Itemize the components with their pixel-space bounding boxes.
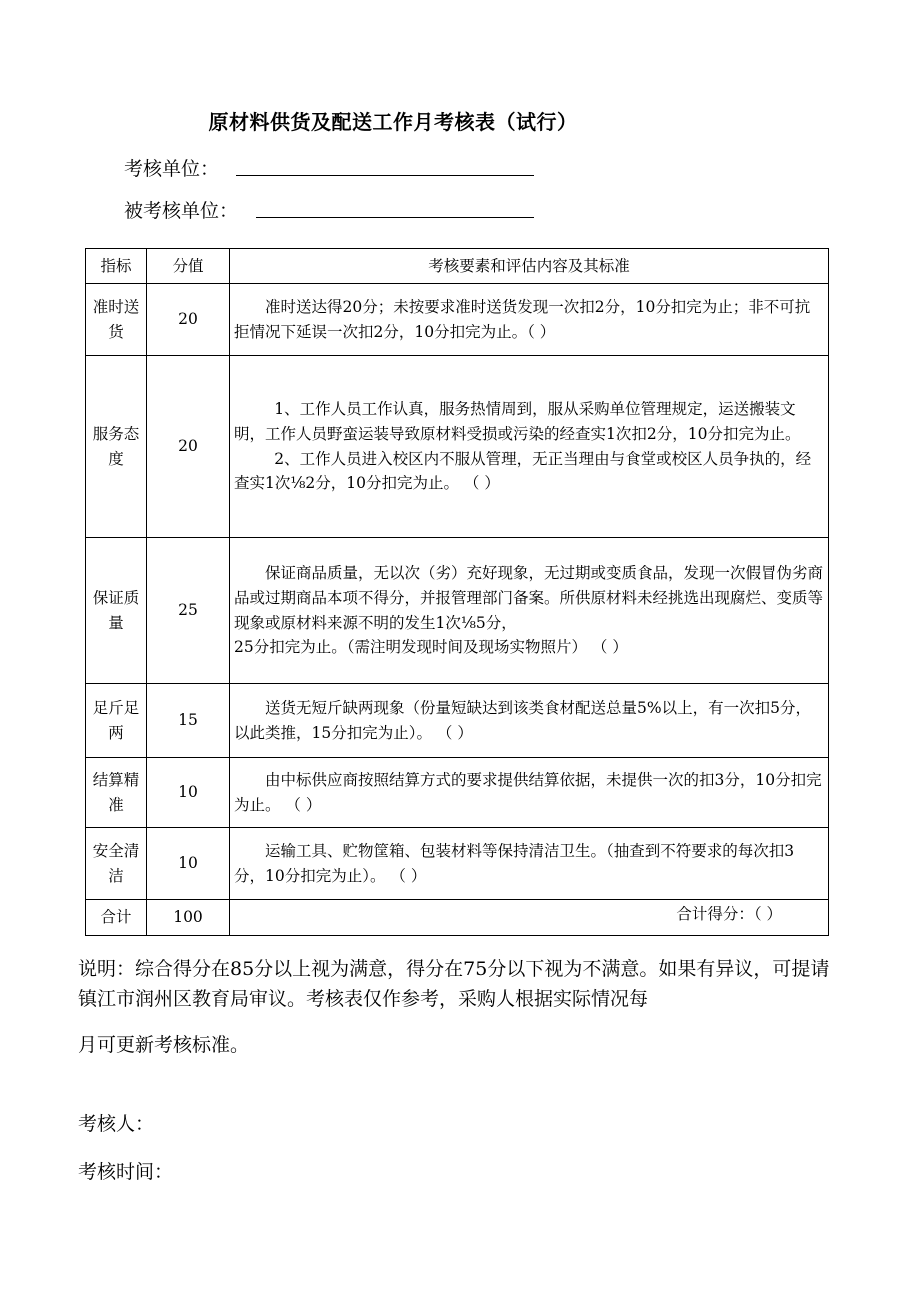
table-row: [86, 538, 829, 684]
table-row: [86, 356, 829, 538]
table-row: [86, 758, 829, 828]
assessment-table: [85, 248, 829, 936]
criteria-text: 1、工作人员工作认真，服务热情周到，服从采购单位管理规定，运送搬装文明，工作人员野蛮运装导致原材料受损或污染的经查实1次扣2分，10分扣完为止。: [234, 399, 801, 443]
assessor-signature-label: 考核人：: [78, 1113, 155, 1135]
note-paragraph: 说明：综合得分在85分以上视为满意，得分在75分以下视为不满意。如果有异议，可提请镇江市润州区教育局审议。考核表仅作参考，采购人根据实际情况每: [78, 958, 830, 1010]
score-cell: 15: [147, 684, 230, 758]
total-label: 合计: [86, 900, 147, 936]
table-row: [86, 284, 829, 356]
total-result-field[interactable]: 合计得分：（ ）: [230, 900, 829, 936]
assessed-unit-blank-line[interactable]: [256, 217, 534, 218]
table-row: [86, 828, 829, 900]
indicator-cell: 足斤足两: [86, 684, 147, 758]
criteria-text: 由中标供应商按照结算方式的要求提供结算依据，未提供一次的扣3分，10分扣完为止。 （ ）: [234, 770, 822, 814]
criteria-cell: [230, 538, 829, 684]
total-row: [86, 900, 829, 936]
indicator-cell: 服务态度: [86, 356, 147, 538]
assessment-time-label: 考核时间：: [78, 1161, 174, 1183]
assessor-unit-blank-line[interactable]: [236, 175, 534, 176]
criteria-text: 2、工作人员进入校区内不服从管理，无正当理由与食堂或校区人员争执的，经查实1次⅛2分，10分扣完为止。 （ ）: [234, 449, 812, 493]
criteria-text: 准时送达得20分；未按要求准时送货发现一次扣2分，10分扣完为止；非不可抗拒情况下延误一次扣2分，10分扣完为止。（ ）: [234, 297, 811, 341]
assessed-unit-label: 被考核单位：: [124, 200, 239, 222]
criteria-text: 运输工具、贮物筐箱、包装材料等保持清洁卫生。（抽查到不符要求的每次扣3分，10分扣完为止）。 （ ）: [234, 841, 795, 885]
total-score: 100: [147, 900, 230, 936]
criteria-cell: [230, 284, 829, 356]
score-cell: 25: [147, 538, 230, 684]
indicator-cell: 准时送货: [86, 284, 147, 356]
table-row: [86, 684, 829, 758]
score-cell: 20: [147, 284, 230, 356]
indicator-cell: 结算精准: [86, 758, 147, 828]
header-score: 分值: [147, 249, 230, 284]
header-criteria: 考核要素和评估内容及其标准: [230, 249, 829, 284]
page-title: 原材料供货及配送工作月考核表（试行）: [208, 110, 578, 134]
criteria-cell: [230, 758, 829, 828]
criteria-cell: [230, 356, 829, 538]
table-header-row: [86, 249, 829, 284]
header-indicator: 指标: [86, 249, 147, 284]
score-cell: 10: [147, 828, 230, 900]
criteria-text: 保证商品质量，无以次（劣）充好现象，无过期或变质食品，发现一次假冒伪劣商品或过期商品本项不得分，并报管理部门备案。所供原材料未经挑选出现腐烂、变质等现象或原材料来源不明的发生1次⅛5分，: [234, 563, 824, 632]
assessor-unit-label: 考核单位：: [124, 158, 220, 180]
score-cell: 20: [147, 356, 230, 538]
criteria-text: 25分扣完为止。（需注明发现时间及现场实物照片） （ ）: [234, 638, 628, 657]
criteria-text: 送货无短斤缺两现象（份量短缺达到该类食材配送总量5%以上，有一次扣5分，以此类推，15分扣完为止）。 （ ）: [234, 698, 811, 742]
indicator-cell: 安全清洁: [86, 828, 147, 900]
note-paragraph-continued: 月可更新考核标准。: [78, 1034, 250, 1056]
criteria-cell: [230, 828, 829, 900]
criteria-cell: [230, 684, 829, 758]
score-cell: 10: [147, 758, 230, 828]
indicator-cell: 保证质量: [86, 538, 147, 684]
